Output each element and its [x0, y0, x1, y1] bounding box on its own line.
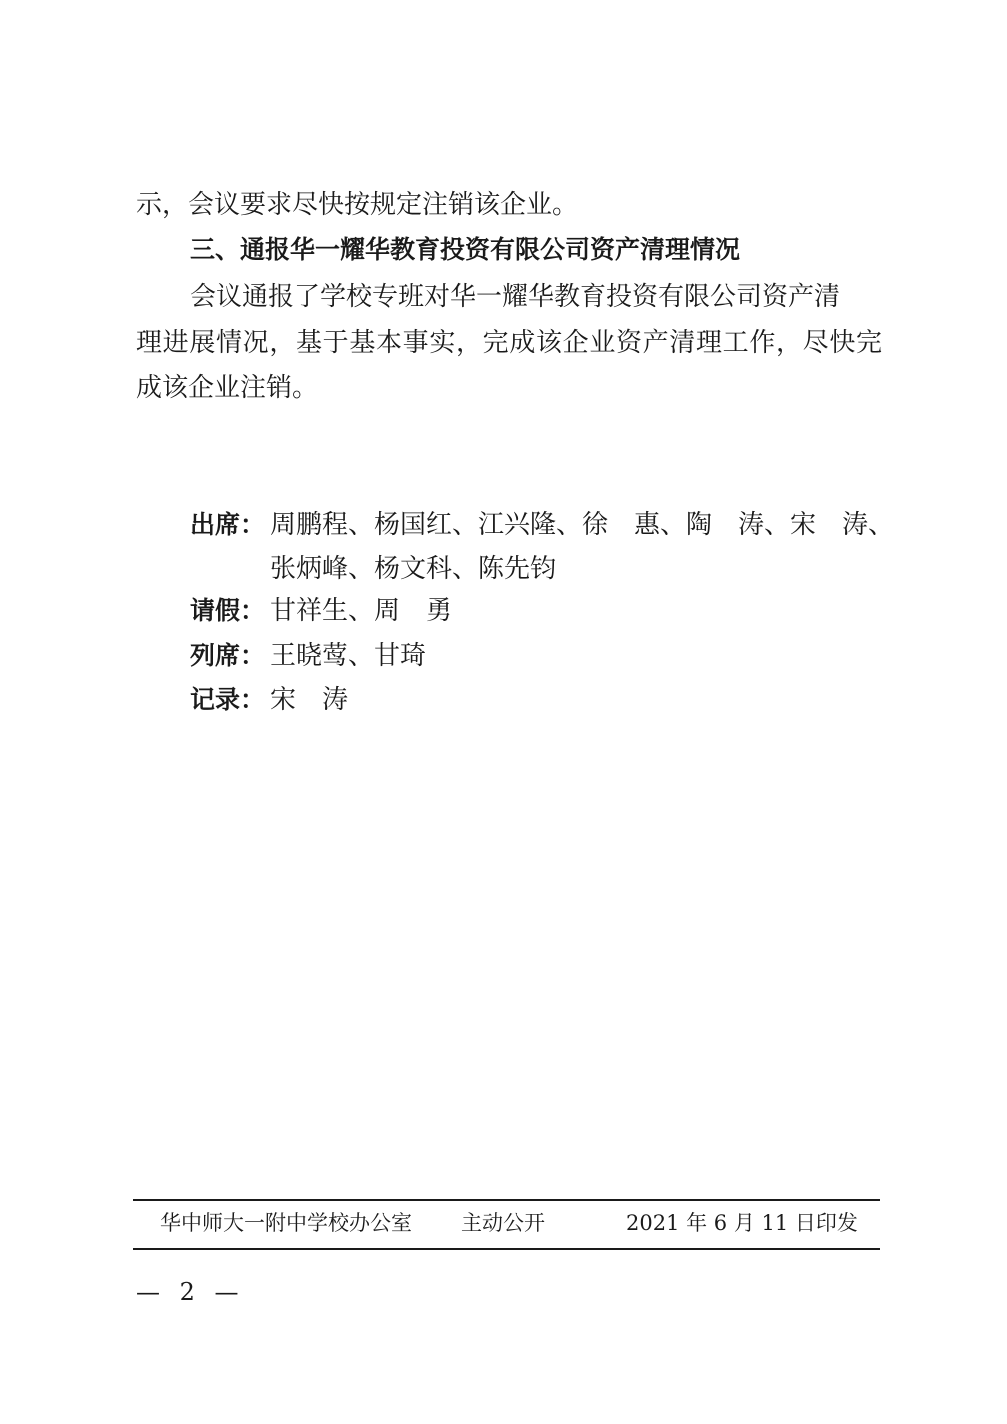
present-names-line-1: 周鹏程、杨国红、江兴隆、徐 惠、陶 涛、宋 涛、	[270, 510, 895, 540]
paragraph-line-2: 理进展情况，基于基本事实，完成该企业资产清理工作，尽快完	[136, 328, 882, 358]
recorder-names: 宋 涛	[270, 685, 349, 715]
present-names-line-2: 张炳峰、杨文科、陈先钧	[270, 554, 557, 584]
footer-top-rule	[133, 1199, 880, 1201]
paragraph-line-1: 会议通报了学校专班对华一耀华教育投资有限公司资产清	[190, 282, 841, 312]
page-number: — 2 —	[136, 1278, 245, 1306]
section-3-heading: 三、通报华一耀华教育投资有限公司资产清理情况	[190, 235, 741, 264]
footer-bottom-rule	[133, 1248, 880, 1250]
body-line-1: 示，会议要求尽快按规定注销该企业。	[136, 190, 579, 220]
issue-date: 2021 年 6 月 11 日印发	[626, 1211, 858, 1235]
leave-names: 甘祥生、周 勇	[270, 596, 453, 626]
recorder-label: 记录：	[190, 685, 266, 714]
present-label: 出席：	[190, 510, 266, 539]
issuing-office: 华中师大一附中学校办公室	[160, 1211, 412, 1235]
disclosure-status: 主动公开	[461, 1211, 545, 1235]
paragraph-line-3: 成该企业注销。	[136, 373, 319, 403]
observer-label: 列席：	[190, 641, 266, 670]
observer-names: 王晓莺、甘琦	[270, 641, 427, 671]
leave-label: 请假：	[190, 596, 266, 625]
